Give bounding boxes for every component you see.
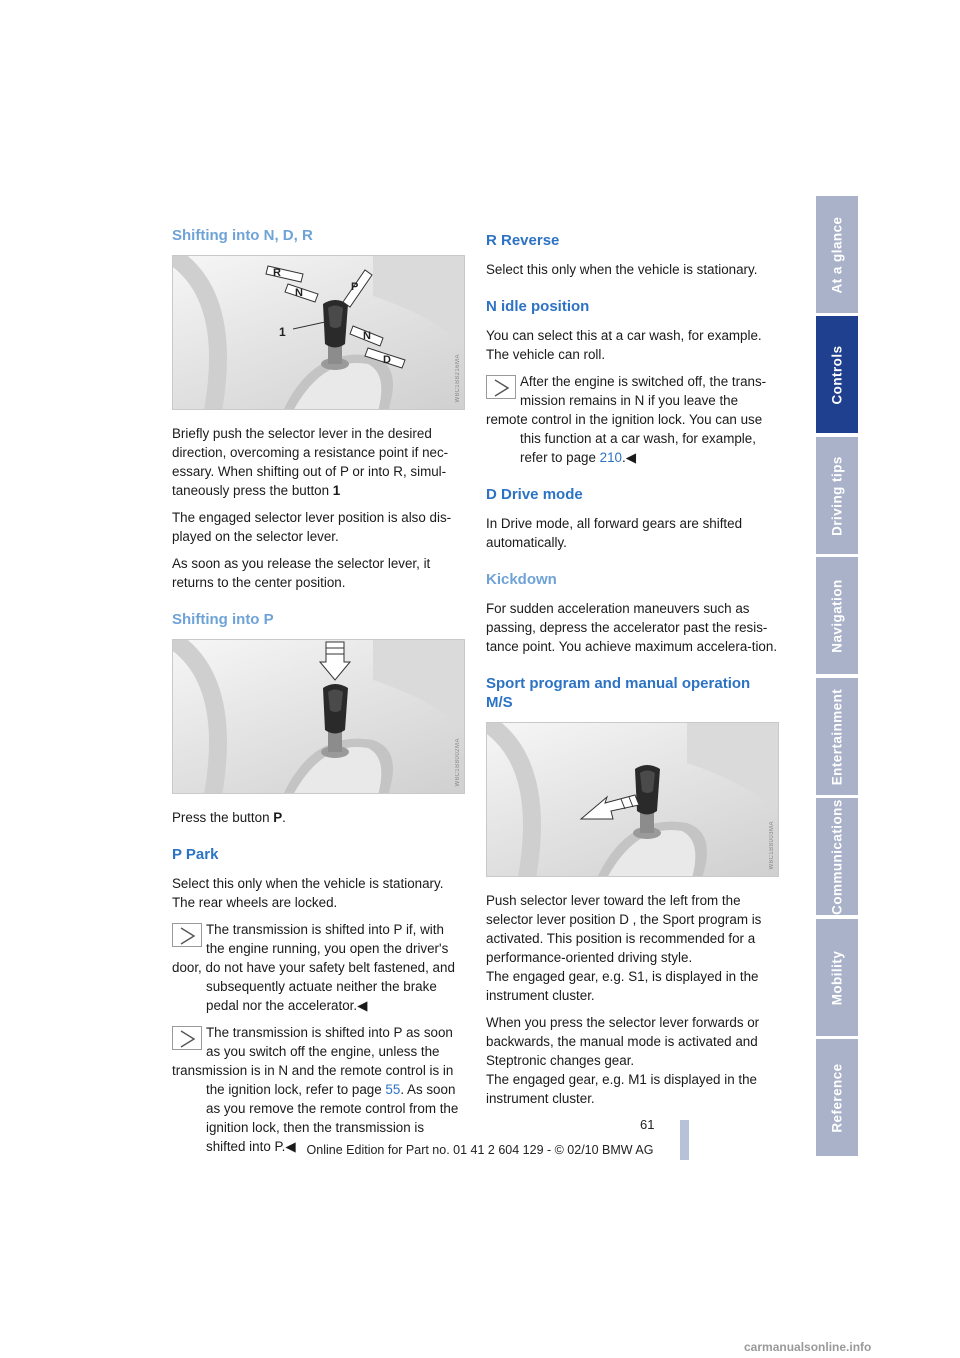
figure-code: W8C1B8003MA (769, 821, 775, 870)
note-arrow-icon (486, 375, 516, 399)
right-column (486, 231, 779, 1116)
paragraph: Select this only when the vehicle is stationary. (486, 262, 758, 277)
page-link-210[interactable]: 210 (599, 450, 622, 465)
tab-navigation[interactable]: Navigation (816, 557, 858, 676)
note-park-2: The transmission is shifted into P as soon as you switch off the engine, unless the transmission is in N and the remote control is in the ignition lock, refer to page 55. As soon as you remove the remote control from the ignition lock, then the transmission is shifted into P.◀ (172, 1025, 459, 1154)
figure-label-d: D (383, 354, 391, 366)
paragraph: Press the button P. (172, 810, 286, 825)
heading-shifting-ndr: Shifting into N, D, R (172, 227, 313, 244)
edition-line: Online Edition for Part no. 01 41 2 604 129 - © 02/10 BMW AG (306, 1143, 654, 1157)
figure-selector-lever-p (172, 639, 465, 794)
tab-controls[interactable]: Controls (816, 316, 858, 435)
note-neutral: After the engine is switched off, the trans- mission remains in N if you leave the remote control in the ignition lock. You can use this function at a car wash, for example, refer to page 210.◀ (486, 374, 767, 465)
chapter-tabs (816, 196, 858, 1160)
tab-mobility[interactable]: Mobility (816, 919, 858, 1038)
tab-driving-tips[interactable]: Driving tips (816, 437, 858, 556)
paragraph: As soon as you release the selector lever, it returns to the center position. (172, 556, 431, 590)
heading-sport-program: Sport program and manual operation M/S (486, 675, 751, 711)
heading-shifting-p: Shifting into P (172, 611, 274, 628)
tab-reference[interactable]: Reference (816, 1039, 858, 1158)
paragraph: For sudden acceleration maneuvers such as passing, depress the accelerator past the resis-tance point. You achieve maximum accelera-tion. (486, 601, 778, 654)
tab-entertainment[interactable]: Entertainment (816, 678, 858, 797)
figure-label-n-top: N (295, 287, 303, 299)
page-number: 61 (640, 1117, 655, 1132)
paragraph: Select this only when the vehicle is stationary. The rear wheels are locked. (172, 876, 444, 910)
note-arrow-icon (172, 1026, 202, 1050)
note-park-1: The transmission is shifted into P if, with the engine running, you open the driver's door, do not have your safety belt fastened, and subsequently actuate neither the brake pedal nor the accelerator.◀ (172, 922, 455, 1013)
figure-selector-lever-sport (486, 722, 779, 877)
paragraph: You can select this at a car wash, for example. The vehicle can roll. (486, 328, 762, 362)
heading-p-park: P Park (172, 846, 219, 863)
paragraph: Briefly push the selector lever in the desired direction, overcoming a resistance point if nec-essary. When shifting out of P or into R, simul-taneously press the button 1 (172, 426, 449, 498)
paragraph: The engaged selector lever position is also dis-played on the selector lever. (172, 510, 452, 544)
figure-label-n-bottom: N (363, 330, 371, 342)
figure-code: W8C1B8216MA (455, 354, 461, 403)
figure-label-1: 1 (279, 325, 286, 339)
heading-kickdown: Kickdown (486, 571, 557, 588)
note-arrow-icon (172, 923, 202, 947)
tab-communications[interactable]: Communications (816, 798, 858, 917)
heading-d-drive: D Drive mode (486, 486, 583, 503)
paragraph: In Drive mode, all forward gears are shifted automatically. (486, 516, 743, 550)
watermark: carmanualsonline.info (744, 1340, 872, 1354)
tab-at-a-glance[interactable]: At a glance (816, 196, 858, 315)
page-link-55[interactable]: 55 (385, 1082, 401, 1097)
heading-r-reverse: R Reverse (486, 232, 560, 249)
figure-code: W8C1B8002MA (455, 738, 461, 787)
paragraph: When you press the selector lever forwards or backwards, the manual mode is activated and Steptronic changes gear. The engaged gear, e.g. M1 is displayed in the instrument cluster. (486, 1015, 760, 1106)
figure-label-r: R (273, 267, 281, 279)
figure-label-p: P (351, 281, 359, 293)
left-column (172, 226, 465, 1164)
paragraph: Push selector lever toward the left from the selector lever position D , the Sport program is activated. This position is recommended for a performance-oriented driving style. The engaged gear, e.g. S1, is displayed in the instrument cluster. (486, 893, 762, 1003)
figure-selector-lever-ndr (172, 255, 465, 410)
heading-n-idle: N idle position (486, 298, 590, 315)
